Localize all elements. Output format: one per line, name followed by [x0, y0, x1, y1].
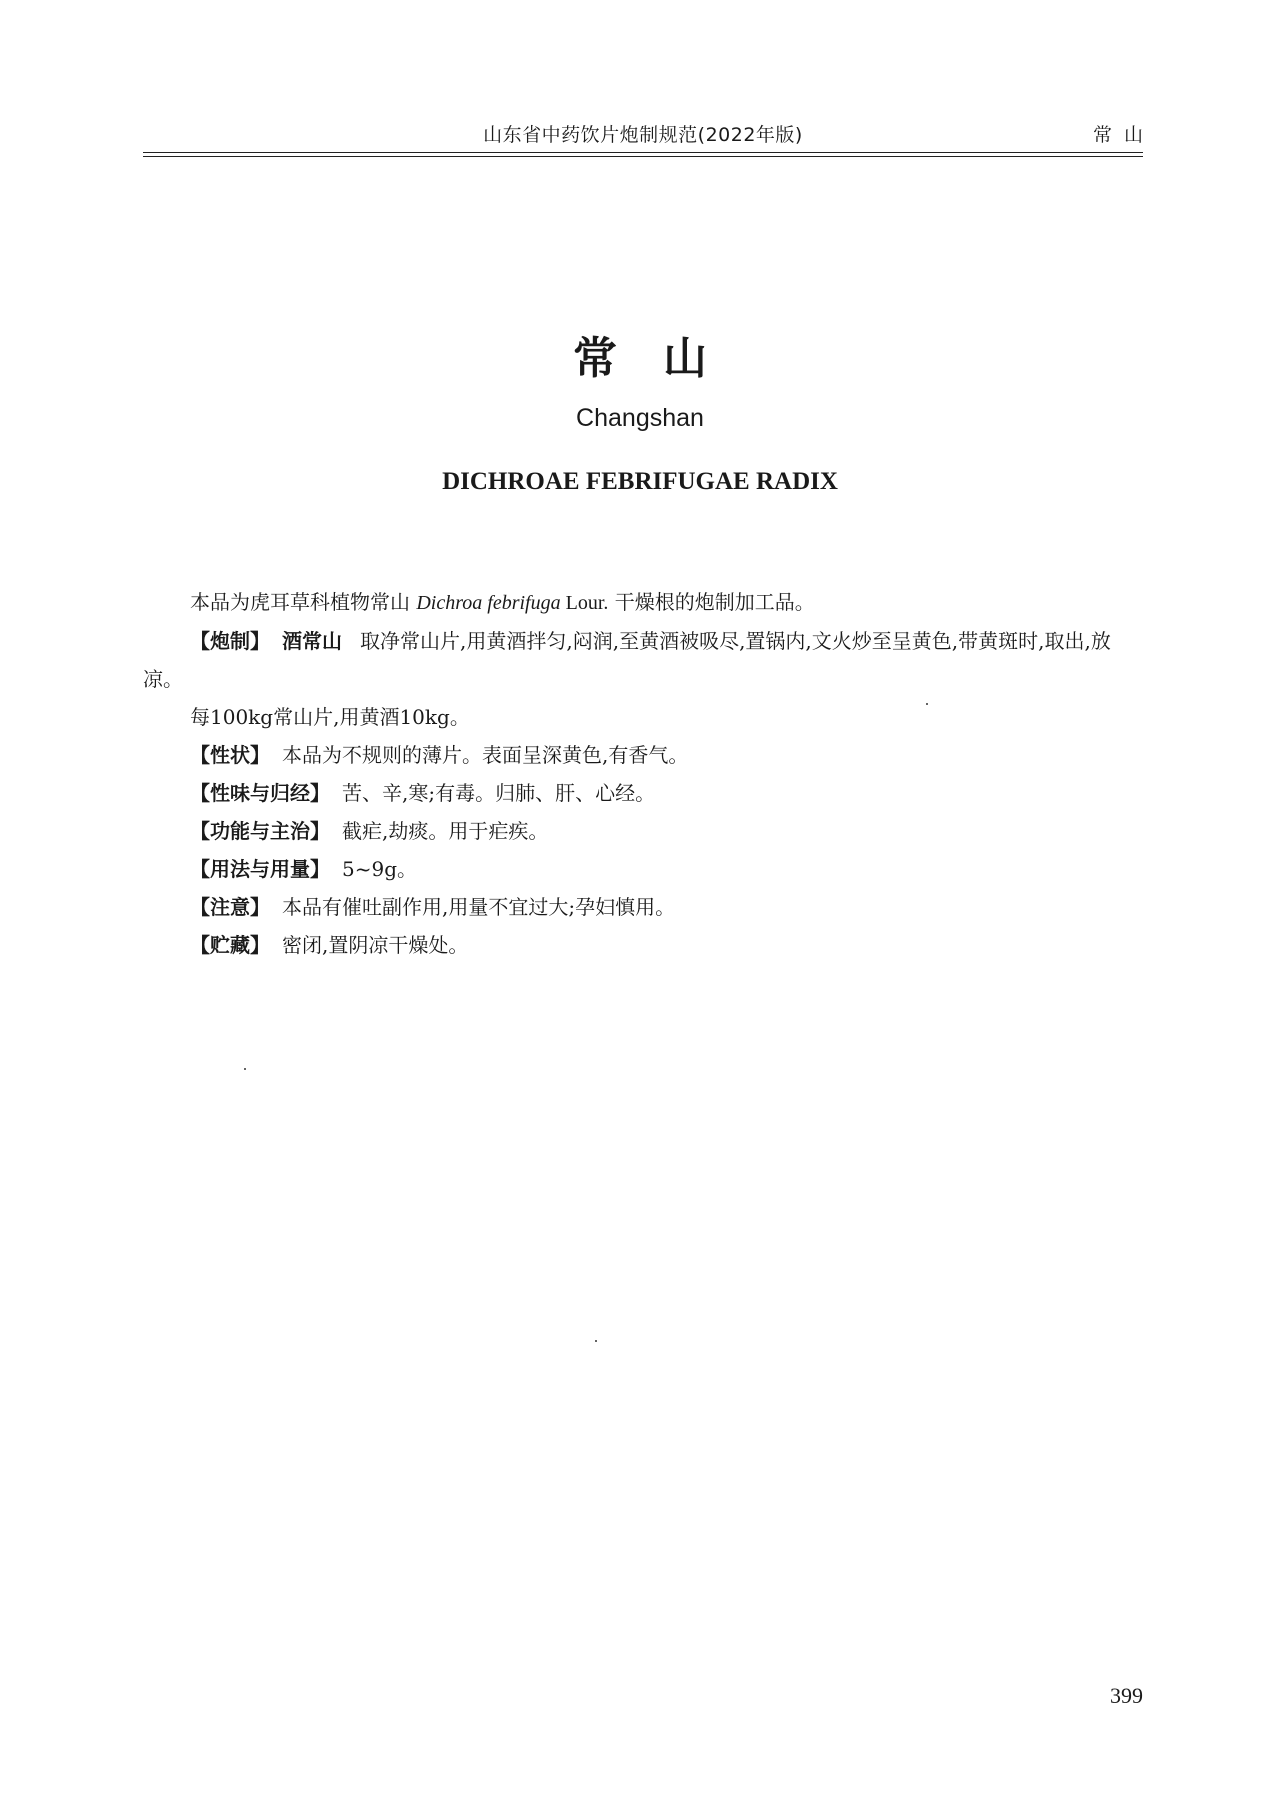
- section-storage: 【贮藏】 密闭,置阴凉干燥处。: [190, 933, 469, 957]
- scan-speck: [926, 703, 928, 705]
- header-rule: [143, 152, 1143, 153]
- section-function-indication: 【功能与主治】 截疟,劫痰。用于疟疾。: [190, 819, 549, 843]
- processing-ratio: 每100kg常山片,用黄酒10kg。: [190, 705, 470, 729]
- scan-speck: [595, 1340, 597, 1342]
- monograph-body: [143, 583, 1143, 964]
- scan-speck: [244, 1068, 246, 1070]
- species-name: Dichroa febrifuga: [416, 592, 561, 614]
- species-authority: Lour.: [560, 592, 609, 614]
- section-description: 【性状】 本品为不规则的薄片。表面呈深黄色,有香气。: [190, 743, 689, 767]
- section-nature-meridian: 【性味与归经】 苦、辛,寒;有毒。归肺、肝、心经。: [190, 781, 656, 805]
- entry-name: 常山: [1092, 124, 1155, 146]
- book-title: 山东省中药饮片炮制规范(2022年版): [483, 124, 803, 146]
- processing-text: 取净常山片,用黄酒拌匀,闷润,至黄酒被吸尽,置锅内,文火炒至呈黄色,带黄斑时,取出,放凉。: [143, 629, 1111, 691]
- entry-title-pinyin: Changshan: [576, 404, 704, 432]
- processing-paragraph: [143, 622, 1143, 698]
- processing-method: 酒常山: [282, 629, 342, 653]
- intro-paragraph: 本品为虎耳草科植物常山 Dichroa febrifuga Lour. 干燥根的炮制加工品。: [190, 590, 815, 614]
- header-rule-thin: [143, 156, 1143, 157]
- section-dosage: 【用法与用量】 5~9g。: [190, 857, 418, 881]
- page-number: 399: [1110, 1683, 1143, 1708]
- processing-label: 【炮制】: [190, 629, 270, 653]
- section-caution: 【注意】 本品有催吐副作用,用量不宜过大;孕妇慎用。: [190, 895, 676, 919]
- running-header: [143, 110, 1155, 150]
- entry-title-chinese: 常山: [573, 333, 753, 384]
- entry-title-latin: DICHROAE FEBRIFUGAE RADIX: [442, 468, 838, 495]
